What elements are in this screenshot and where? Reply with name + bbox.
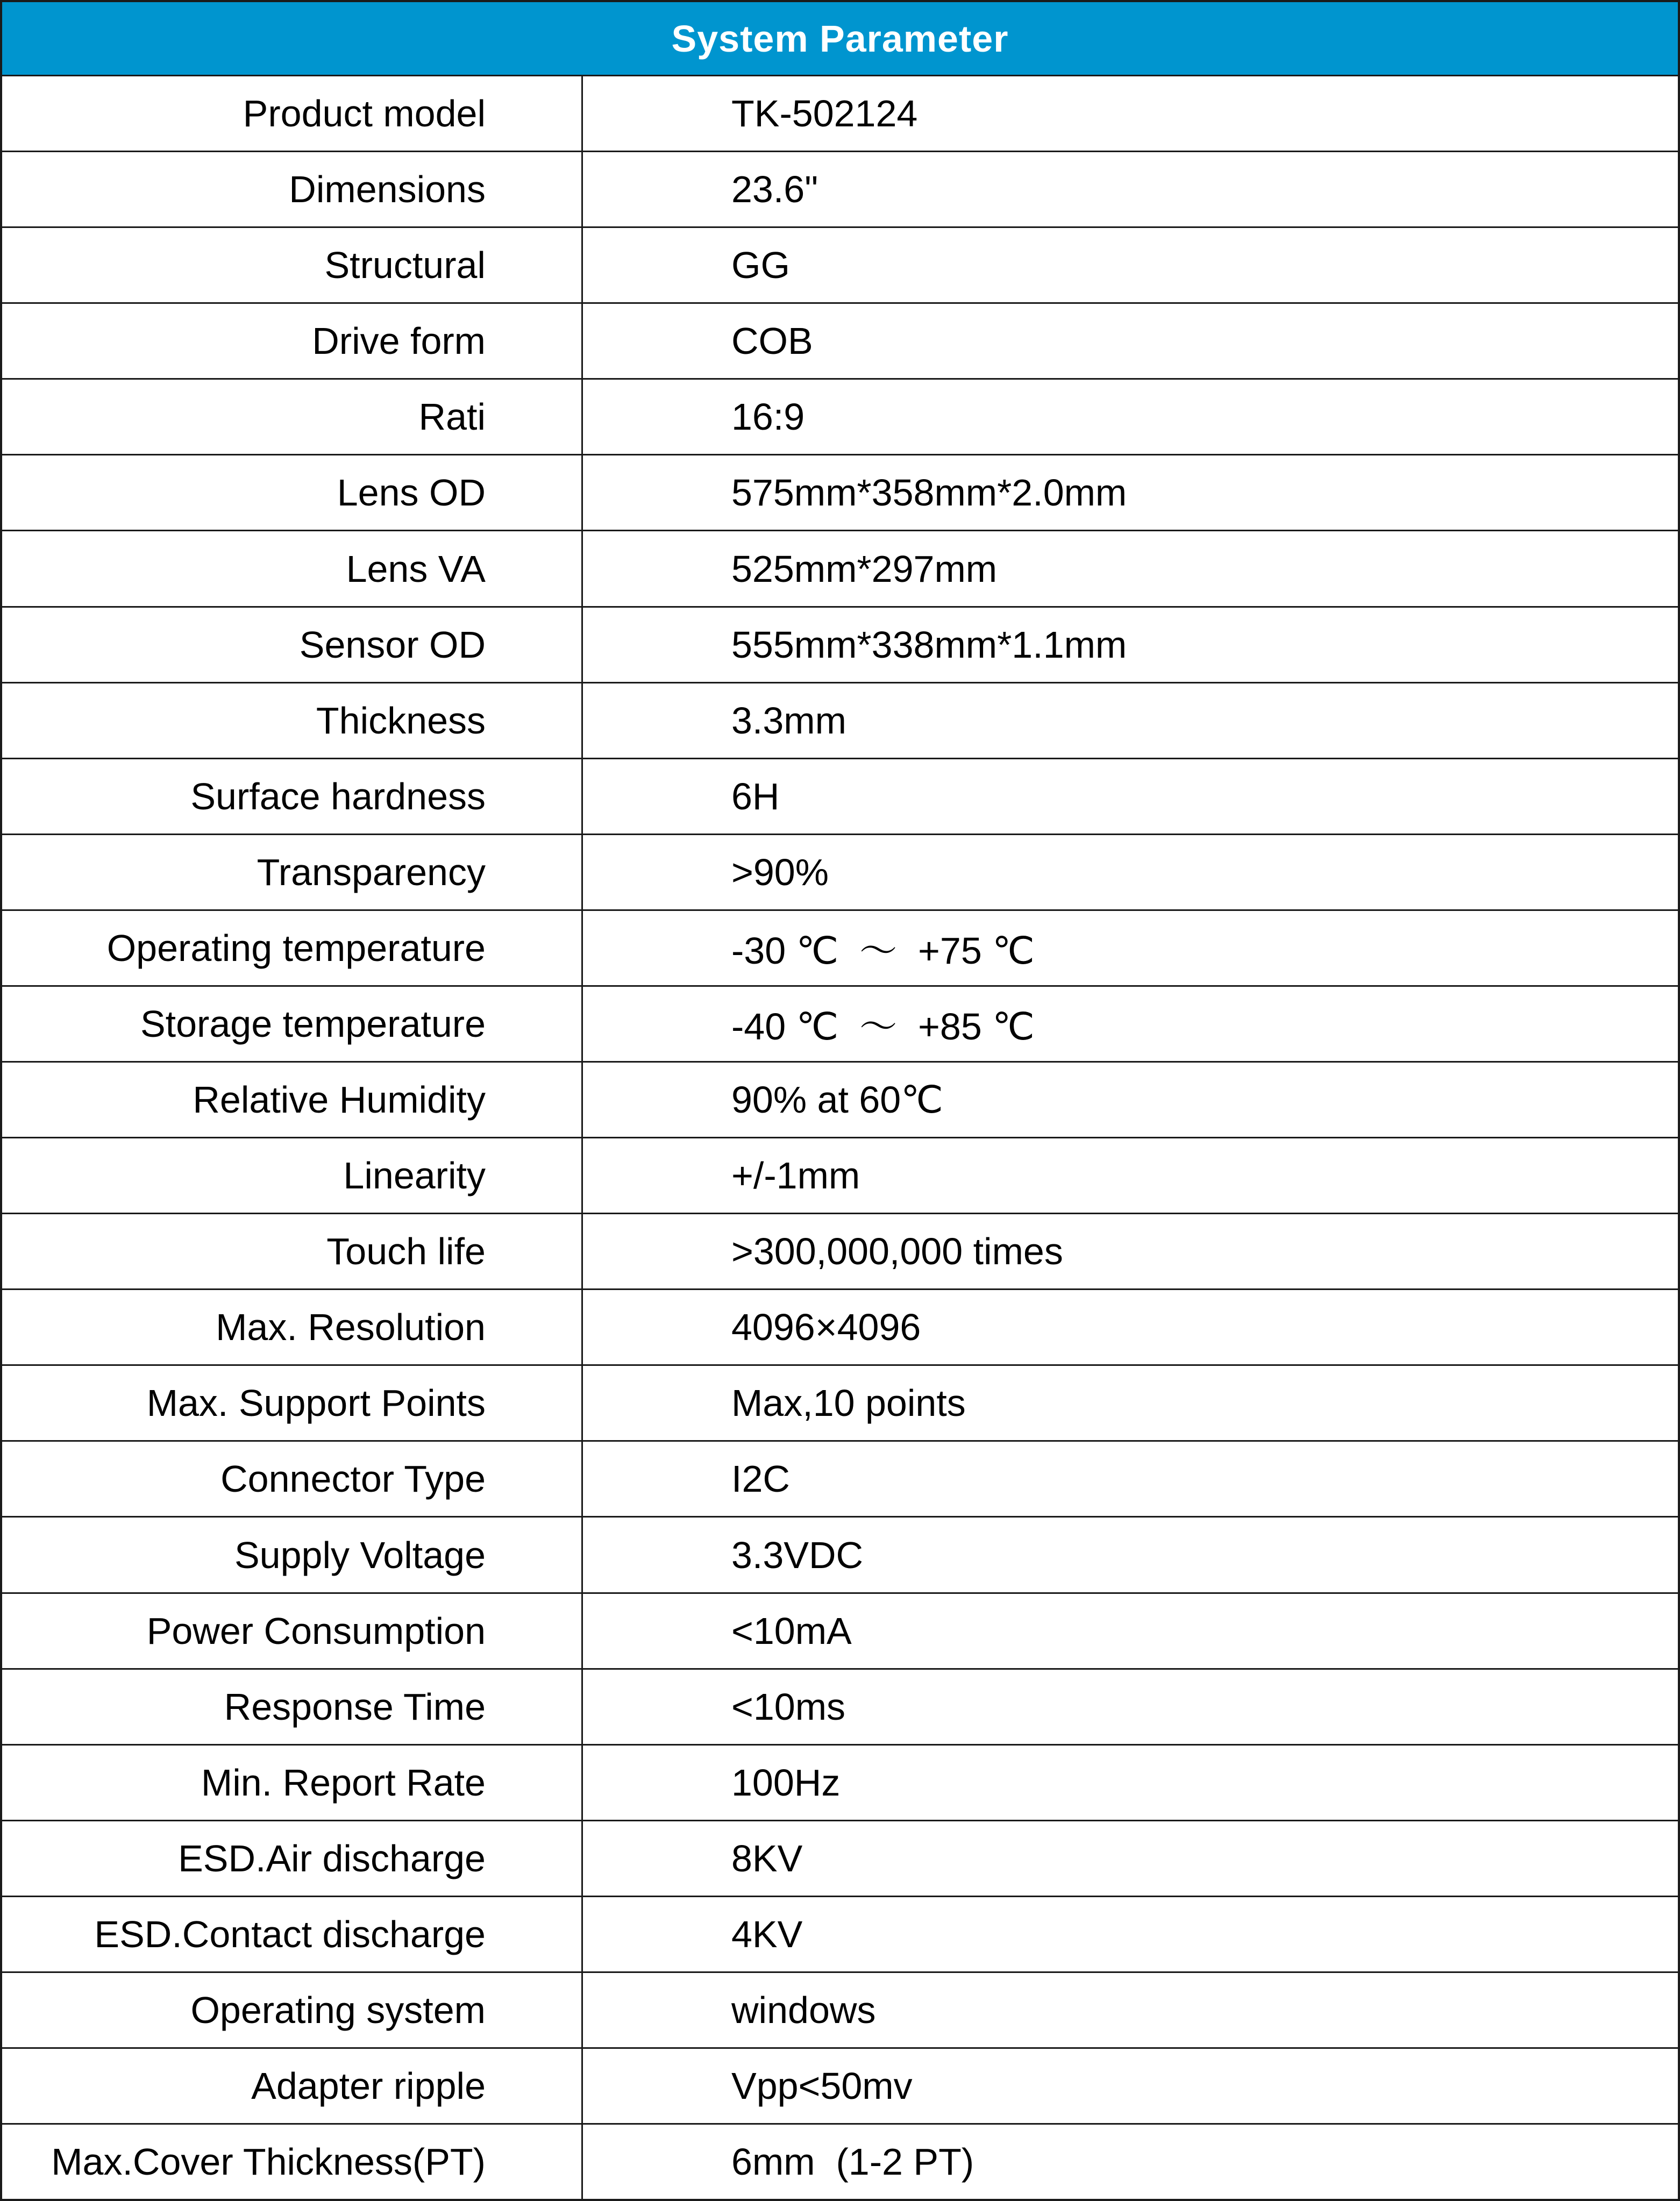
table-row — [2, 1897, 1678, 1973]
table-row — [2, 1518, 1678, 1593]
parameter-label: Max. Support Points — [2, 1366, 583, 1440]
parameter-label: Storage temperature — [2, 987, 583, 1061]
parameter-label: Connector Type — [2, 1442, 583, 1516]
parameter-value: 6H — [731, 775, 780, 817]
parameter-value: COB — [731, 320, 813, 362]
parameter-value: I2C — [731, 1458, 790, 1500]
parameter-label: Max.Cover Thickness(PT) — [2, 2125, 583, 2199]
table-body — [2, 76, 1678, 2199]
parameter-value: 8KV — [731, 1837, 803, 1879]
parameter-label: Drive form — [2, 304, 583, 378]
table-row — [2, 2125, 1678, 2199]
table-title: System Parameter — [2, 2, 1678, 76]
parameter-label: Response Time — [2, 1670, 583, 1744]
table-row — [2, 304, 1678, 380]
parameter-label: Linearity — [2, 1138, 583, 1213]
parameter-label: ESD.Air discharge — [2, 1821, 583, 1896]
parameter-value: TK-502124 — [731, 92, 918, 135]
parameter-value: +/-1mm — [731, 1155, 860, 1197]
table-row — [2, 835, 1678, 911]
parameter-value: <10ms — [731, 1685, 846, 1728]
parameter-label: ESD.Contact discharge — [2, 1897, 583, 1971]
parameter-label: Min. Report Rate — [2, 1746, 583, 1820]
parameter-label: Lens OD — [2, 455, 583, 530]
table-row — [2, 1746, 1678, 1821]
parameter-value: 90% at 60℃ — [731, 1079, 943, 1121]
parameter-label: Power Consumption — [2, 1594, 583, 1668]
table-row — [2, 1821, 1678, 1897]
parameter-value: -30 ℃ ～ +75 ℃ — [731, 930, 1035, 972]
table-row — [2, 1290, 1678, 1366]
parameter-value: 6mm (1-2 PT) — [731, 2141, 974, 2183]
parameter-value: 3.3VDC — [731, 1534, 864, 1576]
parameter-value: Vpp<50mv — [731, 2065, 913, 2107]
parameter-value: <10mA — [731, 1609, 852, 1652]
parameter-label: Dimensions — [2, 152, 583, 226]
parameter-value: 23.6" — [731, 168, 818, 211]
parameter-label: Product model — [2, 76, 583, 151]
parameter-value: >90% — [731, 851, 829, 893]
parameter-value: 555mm*338mm*1.1mm — [731, 623, 1127, 666]
parameter-value: >300,000,000 times — [731, 1230, 1063, 1273]
parameter-value: 100Hz — [731, 1761, 841, 1804]
table-row — [2, 531, 1678, 607]
parameter-value: -40 ℃ ～ +85 ℃ — [731, 1006, 1035, 1048]
table-row — [2, 380, 1678, 455]
parameter-value: 16:9 — [731, 396, 805, 438]
parameter-value: 575mm*358mm*2.0mm — [731, 472, 1127, 514]
table-row — [2, 1214, 1678, 1290]
parameter-label: Surface hardness — [2, 759, 583, 834]
parameter-label: Transparency — [2, 835, 583, 909]
table-row — [2, 1973, 1678, 2049]
table-row — [2, 1670, 1678, 1746]
parameter-label: Lens VA — [2, 531, 583, 606]
parameter-value: GG — [731, 244, 790, 287]
table-row — [2, 683, 1678, 759]
parameter-label: Rati — [2, 380, 583, 454]
parameter-value: windows — [731, 1989, 876, 2031]
parameter-value: 4096×4096 — [731, 1306, 921, 1349]
parameter-label: Relative Humidity — [2, 1063, 583, 1137]
table-row — [2, 911, 1678, 987]
table-row — [2, 608, 1678, 683]
parameter-label: Touch life — [2, 1214, 583, 1288]
parameter-value: Max,10 points — [731, 1382, 966, 1424]
table-row — [2, 76, 1678, 152]
table-row — [2, 1063, 1678, 1138]
parameter-label: Thickness — [2, 683, 583, 758]
table-row — [2, 987, 1678, 1063]
table-row — [2, 1366, 1678, 1442]
table-row — [2, 152, 1678, 228]
parameter-value: 3.3mm — [731, 699, 846, 742]
table-row — [2, 228, 1678, 304]
parameter-label: Operating temperature — [2, 911, 583, 985]
parameter-label: Max. Resolution — [2, 1290, 583, 1364]
table-row — [2, 1138, 1678, 1214]
table-row — [2, 455, 1678, 531]
parameter-label: Sensor OD — [2, 608, 583, 682]
table-row — [2, 2049, 1678, 2125]
parameter-label: Operating system — [2, 1973, 583, 2047]
parameter-value: 4KV — [731, 1913, 803, 1955]
table-row — [2, 759, 1678, 835]
parameter-label: Supply Voltage — [2, 1518, 583, 1592]
parameter-label: Structural — [2, 228, 583, 302]
parameter-value: 525mm*297mm — [731, 547, 998, 590]
table-row — [2, 1442, 1678, 1518]
table-row — [2, 1594, 1678, 1670]
parameter-label: Adapter ripple — [2, 2049, 583, 2123]
